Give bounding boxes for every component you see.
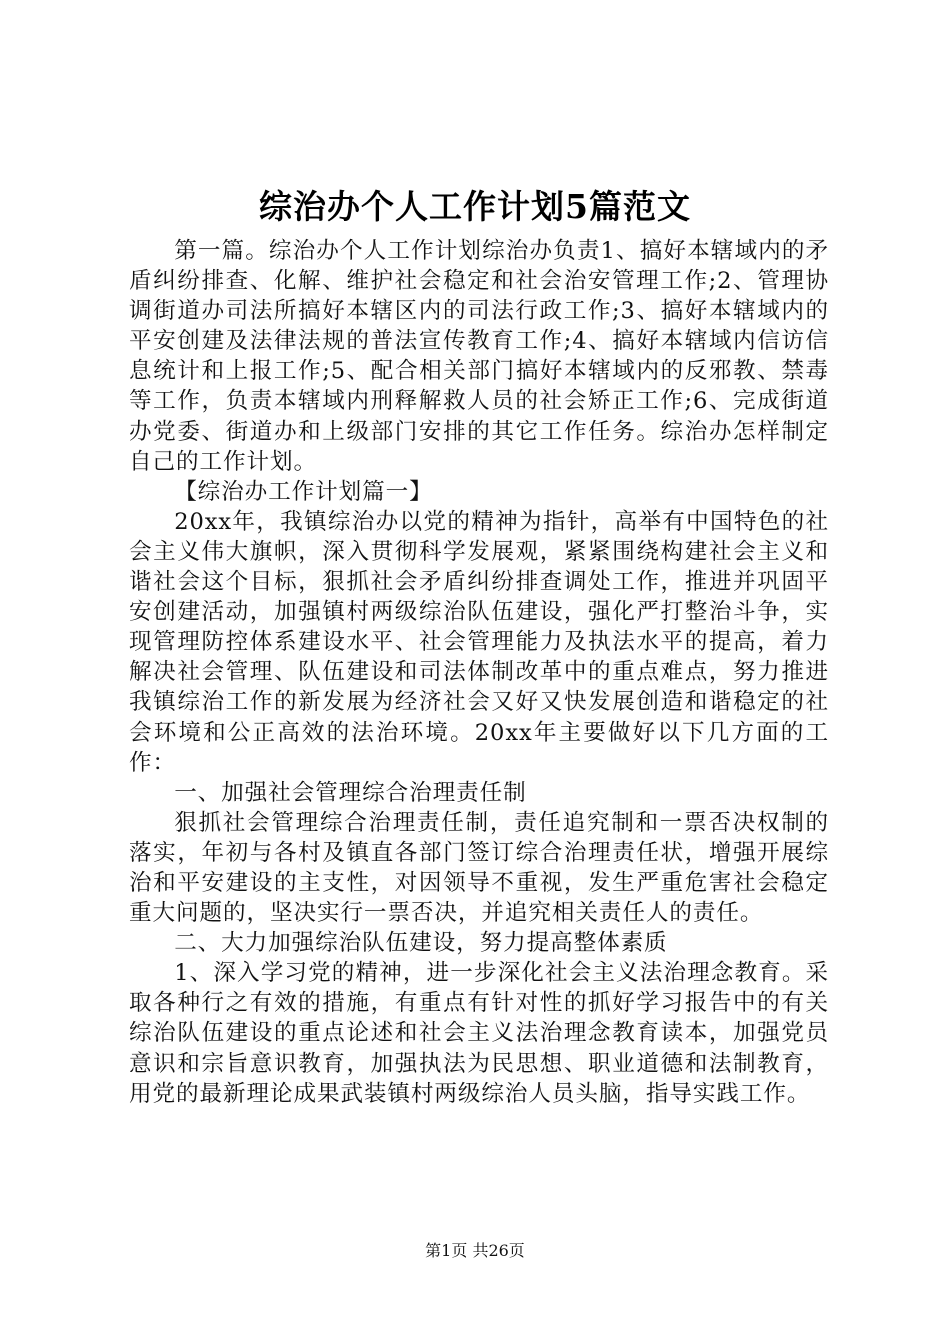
- paragraph: 1、深入学习党的精神，进一步深化社会主义法治理念教育。采取各种行之有效的措施，有重点有针对性的抓好学习报告中的有关综治队伍建设的重点论述和社会主义法治理念教育读本，加强党员意识和宗旨意识教育，加强执法为民思想、职业道德和法制教育，用党的最新理论成果武装镇村两级综治人员头脑，指导实践工作。: [129, 960, 829, 1107]
- document-title: 综治办个人工作计划5篇范文: [259, 187, 691, 226]
- document-body: [129, 236, 829, 1109]
- section-heading: 【综治办工作计划篇一】: [174, 478, 433, 505]
- section-heading: 二、大力加强综治队伍建设，努力提高整体素质: [174, 930, 668, 957]
- paragraph: 20xx年，我镇综治办以党的精神为指针，高举有中国特色的社会主义伟大旗帜，深入贯彻科学发展观，紧紧围绕构建社会主义和谐社会这个目标，狠抓社会矛盾纠纷排查调处工作，推进并巩固平安创建活动，加强镇村两级综治队伍建设，强化严打整治斗争，实现管理防控体系建设水平、社会管理能力及执法水平的提高，着力解决社会管理、队伍建设和司法体制改革中的重点难点，努力推进我镇综治工作的新发展为经济社会又好又快发展创造和谐稳定的社会环境和公正高效的法治环境。20xx年主要做好以下几方面的工作：: [129, 508, 829, 776]
- page-number-footer: 第1页 共26页: [425, 1241, 525, 1260]
- paragraph: 狠抓社会管理综合治理责任制，责任追究制和一票否决权制的落实，年初与各村及镇直各部门签订综合治理责任状，增强开展综治和平安建设的主支性，对因领导不重视，发生严重危害社会稳定重大问题的，坚决实行一票否决，并追究相关责任人的责任。: [129, 809, 829, 927]
- paragraph: 第一篇。综治办个人工作计划综治办负责1、搞好本辖域内的矛盾纠纷排查、化解、维护社会稳定和社会治安管理工作;2、管理协调街道办司法所搞好本辖区内的司法行政工作;3、搞好本辖域内的平安创建及法律法规的普法宣传教育工作;4、搞好本辖域内信访信息统计和上报工作;5、配合相关部门搞好本辖域内的反邪教、禁毒等工作，负责本辖域内刑释解救人员的社会矫正工作;6、完成街道办党委、街道办和上级部门安排的其它工作任务。综治办怎样制定自己的工作计划。: [129, 238, 829, 475]
- section-heading: 一、加强社会管理综合治理责任制: [174, 779, 527, 806]
